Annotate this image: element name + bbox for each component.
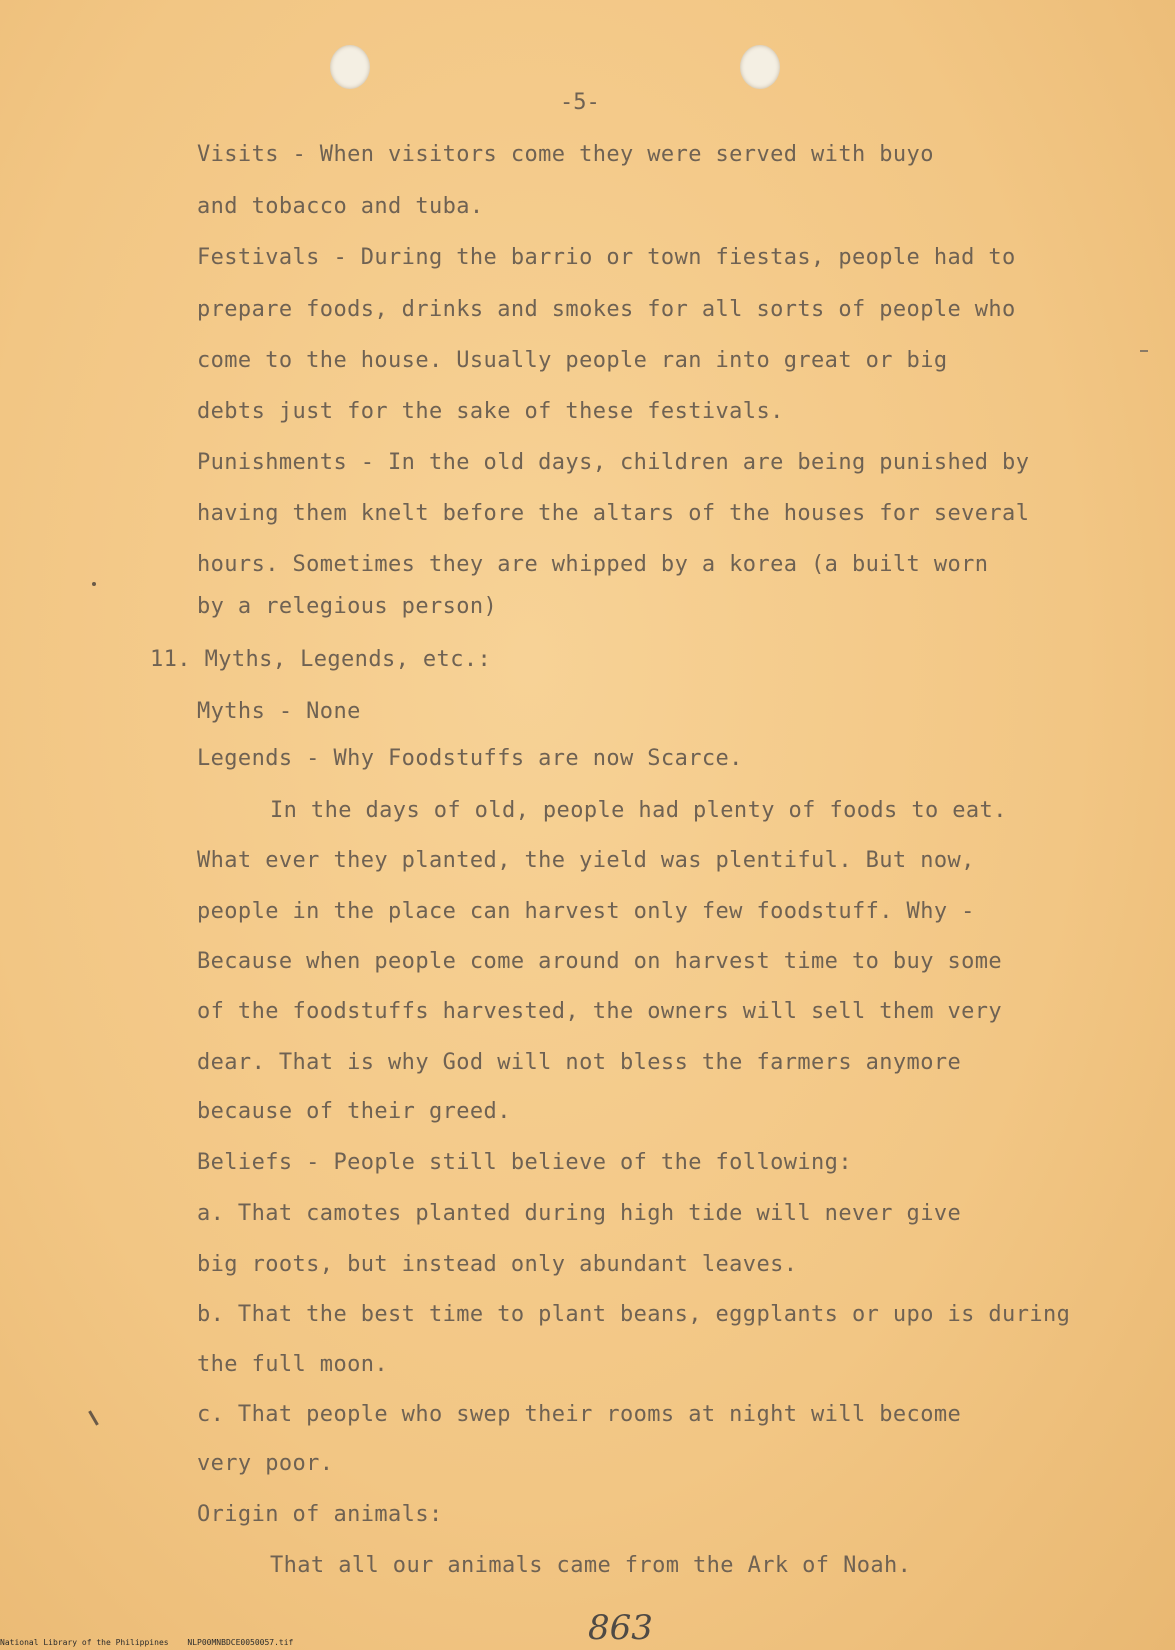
archive-footer: [0, 1638, 307, 1647]
page-number: -5-: [560, 90, 600, 115]
text-line: Punishments - In the old days, children are being punished by: [197, 450, 1030, 475]
text-line: Origin of animals:: [197, 1502, 443, 1527]
dash-mark: [1140, 350, 1148, 352]
text-line: big roots, but instead only abundant leaves.: [197, 1252, 798, 1277]
text-line: In the days of old, people had plenty of foods to eat.: [270, 798, 1007, 823]
text-line: b. That the best time to plant beans, eggplants or upo is during: [197, 1302, 1071, 1327]
footer-file-id: NLP00MNBDCE0050057.tif: [187, 1638, 294, 1647]
text-line: Because when people come around on harvest time to buy some: [197, 949, 1003, 974]
text-line: c. That people who swep their rooms at night will become: [197, 1402, 962, 1427]
text-line: What ever they planted, the yield was plentiful. But now,: [197, 848, 975, 873]
text-line: and tobacco and tuba.: [197, 194, 484, 219]
text-line: people in the place can harvest only few foodstuff. Why -: [197, 899, 975, 924]
text-line: a. That camotes planted during high tide will never give: [197, 1201, 962, 1226]
footer-library: National Library of the Philippines: [0, 1638, 169, 1647]
punch-hole-left: [330, 45, 370, 89]
handwritten-page-number: 863: [588, 1608, 653, 1648]
text-line: Visits - When visitors come they were served with buyo: [197, 142, 934, 167]
text-line: the full moon.: [197, 1352, 389, 1377]
section-heading: 11. Myths, Legends, etc.:: [150, 647, 492, 672]
text-line: debts just for the sake of these festivals.: [197, 399, 784, 424]
text-line: by a relegious person): [197, 594, 498, 619]
text-line: very poor.: [197, 1451, 334, 1476]
text-line: That all our animals came from the Ark of Noah.: [270, 1553, 912, 1578]
text-line: Legends - Why Foodstuffs are now Scarce.: [197, 746, 743, 771]
text-line: Festivals - During the barrio or town fiestas, people had to: [197, 245, 1016, 270]
punch-hole-right: [740, 45, 780, 89]
text-line: prepare foods, drinks and smokes for all sorts of people who: [197, 297, 1016, 322]
text-line: because of their greed.: [197, 1099, 511, 1124]
dot-mark: [92, 582, 96, 586]
text-line: come to the house. Usually people ran into great or big: [197, 348, 948, 373]
pen-mark: [88, 1410, 99, 1425]
text-line: of the foodstuffs harvested, the owners will sell them very: [197, 999, 1003, 1024]
text-line: Beliefs - People still believe of the following:: [197, 1150, 852, 1175]
text-line: hours. Sometimes they are whipped by a korea (a built worn: [197, 552, 989, 577]
text-line: dear. That is why God will not bless the farmers anymore: [197, 1050, 962, 1075]
text-line: Myths - None: [197, 699, 361, 724]
text-line: having them knelt before the altars of the houses for several: [197, 501, 1030, 526]
